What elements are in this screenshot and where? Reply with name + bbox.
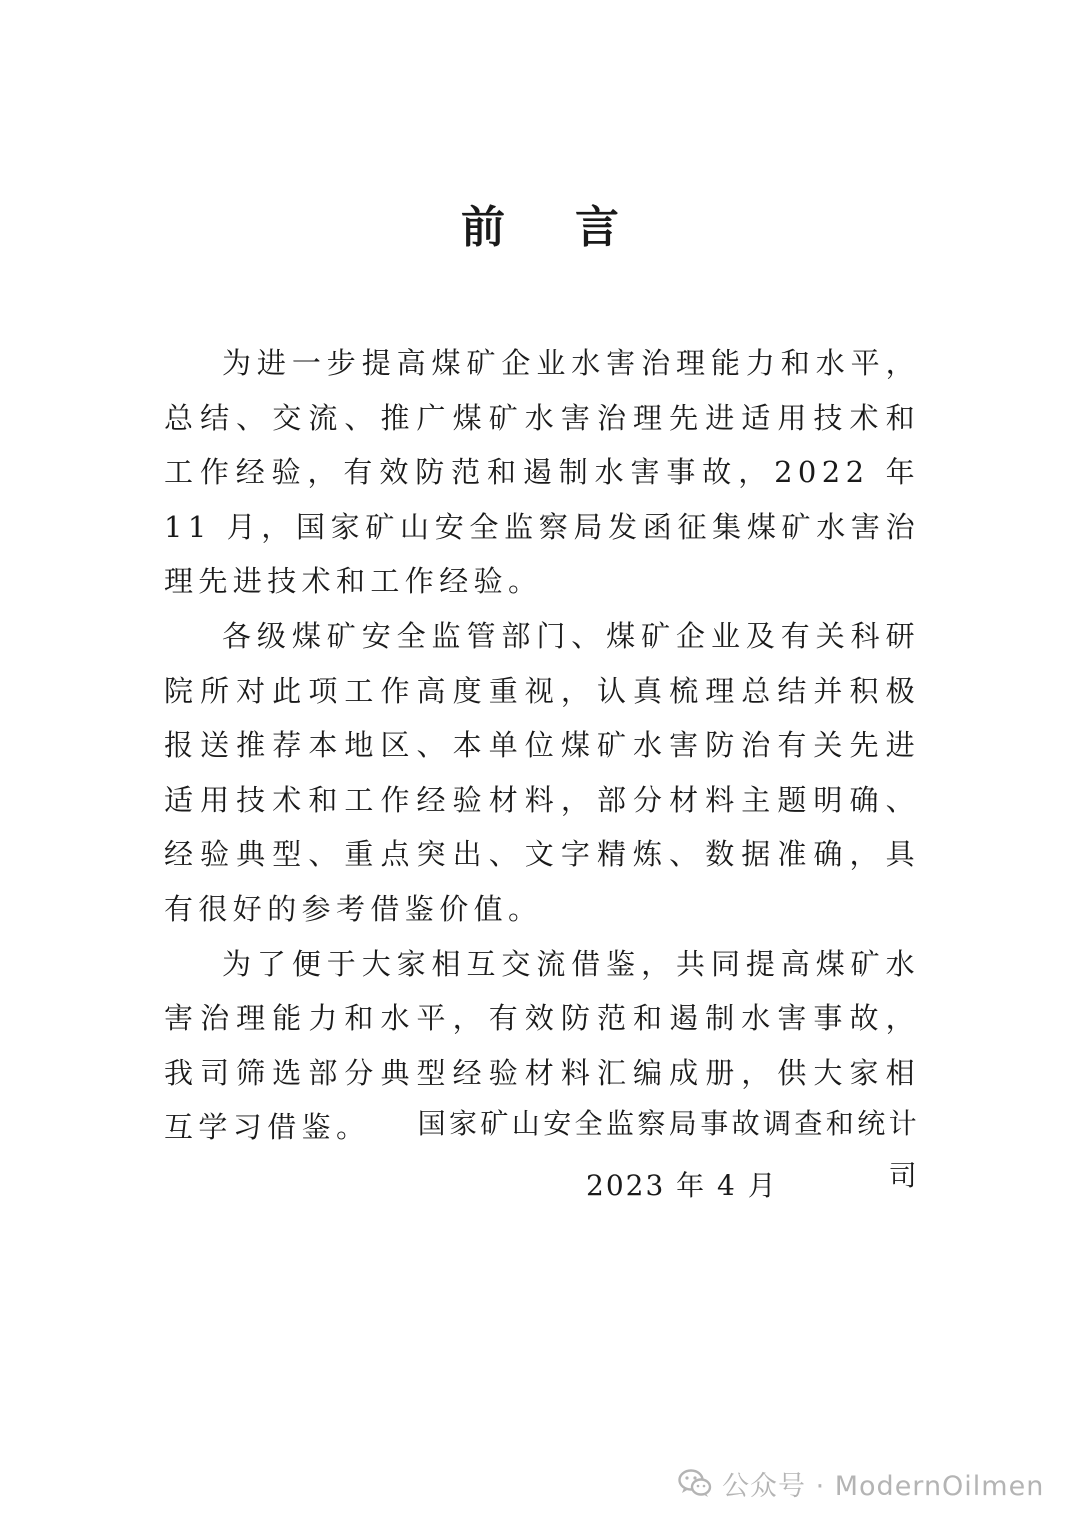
watermark bbox=[678, 1458, 1044, 1508]
signature-date: 2023 年 4 月 bbox=[586, 1169, 778, 1202]
watermark-text: 公众号 · ModernOilmen bbox=[722, 1470, 1045, 1502]
preface-body bbox=[164, 336, 920, 1155]
wechat-icon bbox=[678, 1468, 712, 1498]
signature-block bbox=[400, 1098, 920, 1202]
paragraph-3: 为了便于大家相互交流借鉴，共同提高煤矿水害治理能力和水平，有效防范和遏制水害事故，我司筛选部分典型经验材料汇编成册，供大家相互学习借鉴。 bbox=[164, 946, 920, 1145]
signature-organization: 国家矿山安全监察局事故调查和统计司 bbox=[417, 1107, 920, 1192]
paragraph-1: 为进一步提高煤矿企业水害治理能力和水平，总结、交流、推广煤矿水害治理先进适用技术和工作经验，有效防范和遏制水害事故，2022 年 11 月，国家矿山安全监察局发函征集煤矿水害治理先进技术和工作经验。 bbox=[164, 346, 920, 599]
paragraph-2: 各级煤矿安全监管部门、煤矿企业及有关科研院所对此项工作高度重视，认真梳理总结并积极报送推荐本地区、本单位煤矿水害防治有关先进适用技术和工作经验材料，部分材料主题明确、经验典型、重点突出、文字精炼、数据准确，具有很好的参考借鉴价值。 bbox=[164, 618, 920, 926]
page-title: 前言 bbox=[461, 202, 689, 253]
